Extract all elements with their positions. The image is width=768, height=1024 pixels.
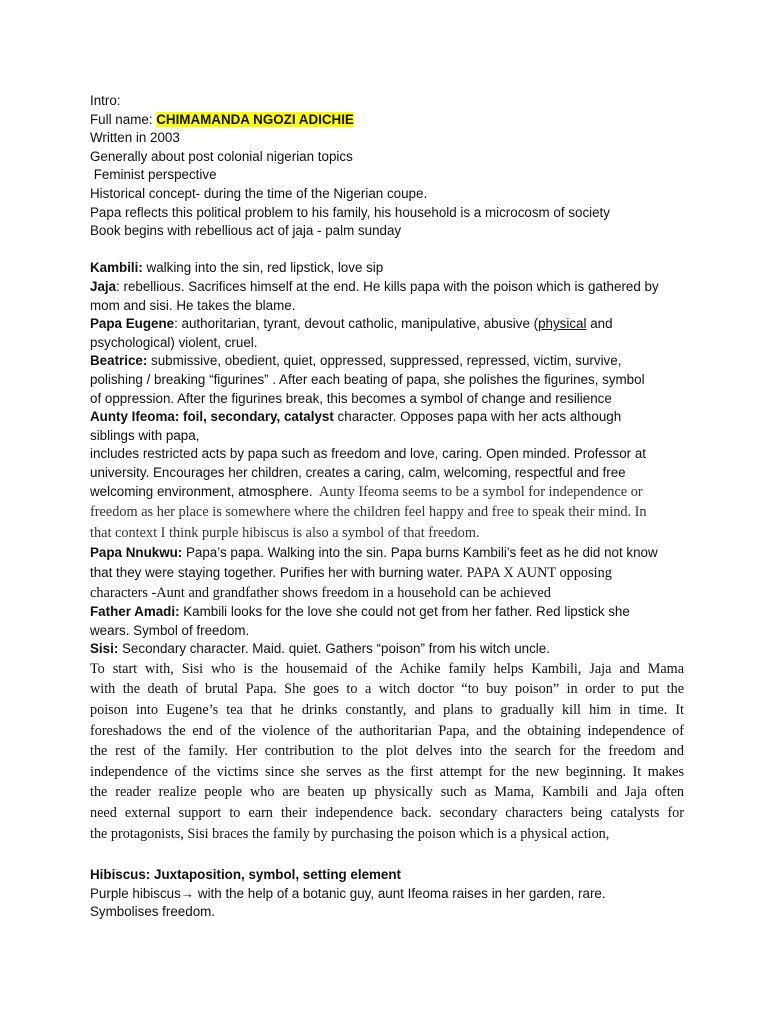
sisi-paragraph-line: poison into Eugene’s tea that he drinks constantly, and plans to gradually kill him in time. It bbox=[90, 702, 684, 719]
hibiscus-text-2: Symbolises freedom. bbox=[90, 904, 216, 920]
aunty-ifeoma-5b: Aunty Ifeoma seems to be a symbol for independence or bbox=[316, 484, 643, 501]
character-desc-papa-eugene-2: psychological) violent, cruel. bbox=[90, 334, 258, 350]
aunty-ifeoma-5a: welcoming environment, atmosphere. bbox=[90, 484, 317, 500]
character-name-papa-nnukwu: Papa Nnukwu: bbox=[90, 545, 183, 561]
hibiscus-heading-line bbox=[90, 866, 684, 885]
intro-line-feminist: Feminist perspective bbox=[90, 167, 217, 183]
sisi-paragraph bbox=[90, 659, 684, 844]
character-kambili bbox=[90, 259, 684, 278]
sisi-paragraph-line: need external support to earn their independence back. secondary characters being catalysts for bbox=[90, 805, 684, 821]
character-desc-beatrice-2: polishing / breaking “figurines” . After each beating of papa, she polishes the figurines, symbol bbox=[90, 371, 645, 387]
sisi-paragraph-line: with the death of brutal Papa. She goes to a witch doctor “to buy poison” in order to put the bbox=[90, 681, 684, 698]
character-name-papa-eugene: Papa Eugene bbox=[90, 316, 175, 332]
character-desc-aunty-ifeoma-3: includes restricted acts by papa such as freedom and love, caring. Open minded. Professor at bbox=[90, 446, 647, 462]
intro-line-topics: Generally about post colonial nigerian topics bbox=[90, 148, 353, 164]
character-desc-jaja-2: mom and sisi. He takes the blame. bbox=[90, 297, 296, 313]
character-name-sisi: Sisi: bbox=[90, 641, 119, 657]
sisi-paragraph-line: the rest of the family. Her contribution to the plot delves into the search for the freedom and bbox=[90, 743, 684, 760]
characters-section bbox=[90, 259, 684, 659]
full-name-line bbox=[90, 111, 684, 130]
character-papa-nnukwu bbox=[90, 544, 684, 563]
sisi-paragraph-line: the reader realize people who are beaten up physically such as Mama, Kambili and Jaja often bbox=[90, 784, 684, 801]
character-father-amadi bbox=[90, 603, 684, 622]
character-desc-papa-nnukwu-2 bbox=[90, 563, 684, 583]
full-name-label: Full name: bbox=[90, 111, 157, 127]
character-desc-kambili: walking into the sin, red lipstick, love sip bbox=[142, 260, 384, 276]
character-desc-aunty-ifeoma-5 bbox=[90, 482, 684, 502]
character-desc-aunty-ifeoma-2: siblings with papa, bbox=[90, 427, 200, 443]
intro-line-historical: Historical concept- during the time of the Nigerian coupe. bbox=[90, 185, 428, 201]
character-name-kambili: Kambili: bbox=[90, 260, 143, 276]
sisi-paragraph-line: To start with, Sisi who is the housemaid of the Achike family helps Kambili, Jaja and Mama bbox=[90, 660, 684, 677]
spacer bbox=[90, 241, 684, 260]
author-name-highlight: CHIMAMANDA NGOZI ADICHIE bbox=[156, 111, 354, 127]
character-papa-eugene bbox=[90, 315, 684, 334]
hibiscus-section bbox=[90, 866, 684, 922]
character-sisi bbox=[90, 640, 684, 659]
character-desc-aunty-ifeoma-6: freedom as her place is somewhere where the children feel happy and free to speak their mind. In bbox=[90, 504, 647, 521]
character-desc-papa-eugene-1a: : authoritarian, tyrant, devout catholic, manipulative, abusive ( bbox=[174, 316, 539, 332]
intro-line-written: Written in 2003 bbox=[90, 130, 180, 146]
character-aunty-ifeoma bbox=[90, 408, 684, 427]
character-desc-father-amadi-1: Kambili looks for the love she could not get from her father. Red lipstick she bbox=[179, 604, 630, 620]
intro-heading: Intro: bbox=[90, 93, 121, 108]
character-jaja bbox=[90, 278, 684, 297]
sisi-paragraph-line: independence of the victims since she serves as the first attempt for the new beginning. It makes bbox=[90, 763, 684, 780]
character-name-aunty-ifeoma: Aunty Ifeoma: foil, secondary, catalyst bbox=[90, 409, 334, 425]
character-desc-beatrice-1: submissive, obedient, quiet, oppressed, suppressed, repressed, victim, survive, bbox=[147, 353, 622, 369]
character-desc-aunty-ifeoma-7: that context I think purple hibiscus is also a symbol of that freedom. bbox=[90, 525, 480, 542]
character-desc-jaja-1: : rebellious. Sacrifices himself at the end. He kills papa with the poison which is gathered by bbox=[116, 278, 659, 294]
hibiscus-heading: Hibiscus: Juxtaposition, symbol, setting element bbox=[90, 867, 402, 883]
papa-nnukwu-2b: PAPA X AUNT opposing bbox=[466, 565, 612, 582]
intro-section bbox=[90, 92, 684, 241]
hibiscus-text-1: Purple hibiscus→ with the help of a botanic guy, aunt Ifeoma raises in her garden, rare. bbox=[90, 885, 606, 901]
character-name-jaja: Jaja bbox=[90, 278, 117, 294]
sisi-paragraph-line: foreshadows the end of the violence of the authoritarian Papa, and the obtaining independence of bbox=[90, 722, 684, 739]
papa-nnukwu-2a: that they were staying together. Purifies her with burning water. bbox=[90, 565, 467, 581]
character-desc-aunty-ifeoma-1: character. Opposes papa with her acts although bbox=[333, 409, 622, 425]
sisi-paragraph-line: the protagonists, Sisi braces the family by purchasing the poison which is a physical action, bbox=[90, 825, 610, 842]
character-desc-papa-nnukwu-3: characters -Aunt and grandfather shows freedom in a household can be achieved bbox=[90, 585, 551, 602]
character-desc-sisi-1: Secondary character. Maid. quiet. Gathers “poison” from his witch uncle. bbox=[118, 641, 550, 657]
character-name-father-amadi: Father Amadi: bbox=[90, 604, 180, 620]
character-desc-papa-eugene-1b: and bbox=[586, 316, 613, 332]
character-desc-papa-nnukwu-1: Papa’s papa. Walking into the sin. Papa burns Kambili’s feet as he did not know bbox=[182, 545, 658, 561]
character-desc-father-amadi-2: wears. Symbol of freedom. bbox=[90, 622, 250, 638]
underlined-word-physical: physical bbox=[538, 316, 587, 332]
character-name-beatrice: Beatrice: bbox=[90, 353, 148, 369]
intro-line-book-begins: Book begins with rebellious act of jaja - palm sunday bbox=[90, 223, 402, 239]
character-desc-aunty-ifeoma-4: university. Encourages her children, creates a caring, calm, welcoming, respectful and free bbox=[90, 464, 626, 480]
character-desc-beatrice-3: of oppression. After the figurines break, this becomes a symbol of change and resilience bbox=[90, 390, 612, 406]
intro-line-papa: Papa reflects this political problem to his family, his household is a microcosm of society bbox=[90, 204, 610, 220]
document-page bbox=[90, 92, 684, 922]
spacer bbox=[90, 844, 684, 866]
character-beatrice bbox=[90, 352, 684, 371]
